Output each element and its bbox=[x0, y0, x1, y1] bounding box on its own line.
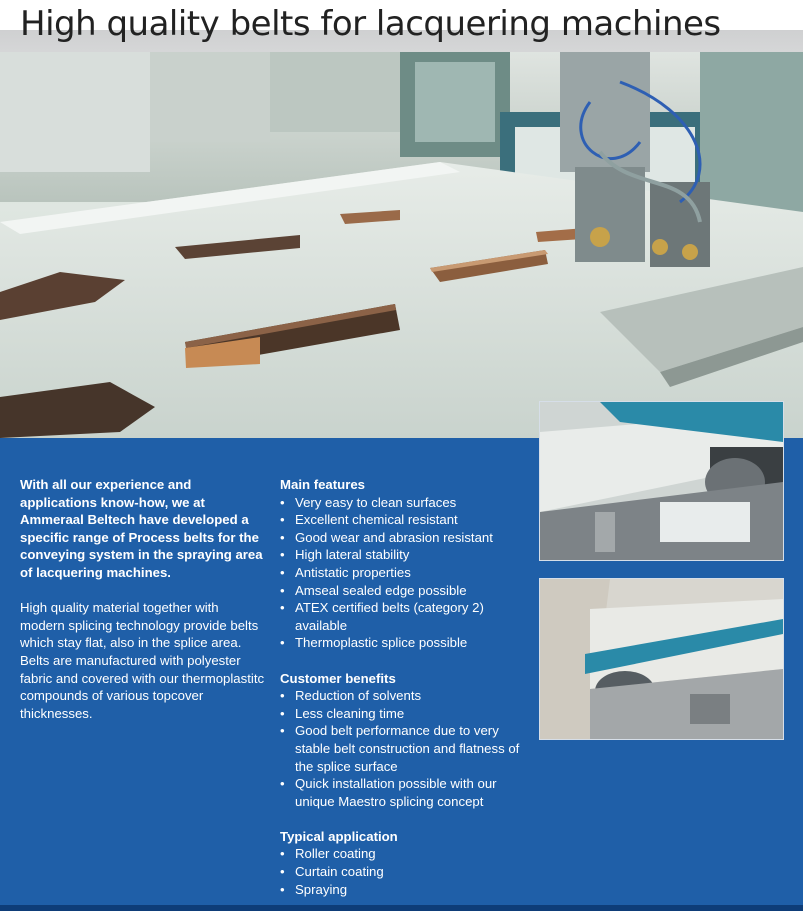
list-item: • Reduction of solvents bbox=[280, 687, 520, 705]
hero-photo bbox=[0, 52, 803, 438]
features-column bbox=[280, 476, 520, 916]
inset-photo-belt-side bbox=[539, 578, 784, 740]
list-item: • Good wear and abrasion resistant bbox=[280, 529, 520, 547]
lacquering-machine-illustration bbox=[0, 52, 803, 438]
typical-application-heading: Typical application bbox=[280, 828, 398, 844]
main-features-heading: Main features bbox=[280, 477, 366, 492]
bottom-rule bbox=[0, 905, 803, 911]
customer-benefits-list bbox=[280, 687, 520, 810]
list-item: • Amseal sealed edge possible bbox=[280, 582, 520, 600]
belt-side-photo-icon bbox=[540, 579, 783, 739]
list-item: • Good belt performance due to very stable belt construction and flatness of the splice surface bbox=[280, 722, 520, 775]
list-item: • Spraying bbox=[280, 881, 520, 899]
page-title: High quality belts for lacquering machines bbox=[20, 4, 721, 44]
list-item: • Less cleaning time bbox=[280, 705, 520, 723]
list-item: • Roller coating bbox=[280, 845, 520, 863]
belt-roller-photo-icon bbox=[540, 402, 783, 560]
intro-column bbox=[20, 476, 266, 722]
customer-benefits-heading: Customer benefits bbox=[280, 670, 396, 686]
intro-paragraph: With all our experience and applications know-how, we at Ammeraal Beltech have developed a specific range of Process belts for the conveying system in the spraying area of lacquering machines. bbox=[20, 477, 263, 580]
list-item: • Quick installation possible with our unique Maestro splicing concept bbox=[280, 775, 520, 810]
list-item: • Excellent chemical resistant bbox=[280, 511, 520, 529]
list-item: • Antistatic properties bbox=[280, 564, 520, 582]
typical-application-list bbox=[280, 845, 520, 898]
inset-photo-belt-roller bbox=[539, 401, 784, 561]
list-item: • ATEX certified belts (category 2) available bbox=[280, 599, 520, 634]
body-paragraph: High quality material together with modern splicing technology provide belts which stay flat, also in the splice area. Belts are manufactured with polyester fabric and covered with our thermoplastitc compounds of various topcover thicknesses. bbox=[20, 600, 265, 721]
list-item: • Very easy to clean surfaces bbox=[280, 494, 520, 512]
main-features-list bbox=[280, 494, 520, 652]
list-item: • Curtain coating bbox=[280, 863, 520, 881]
list-item: • Thermoplastic splice possible bbox=[280, 634, 520, 652]
list-item: • High lateral stability bbox=[280, 546, 520, 564]
